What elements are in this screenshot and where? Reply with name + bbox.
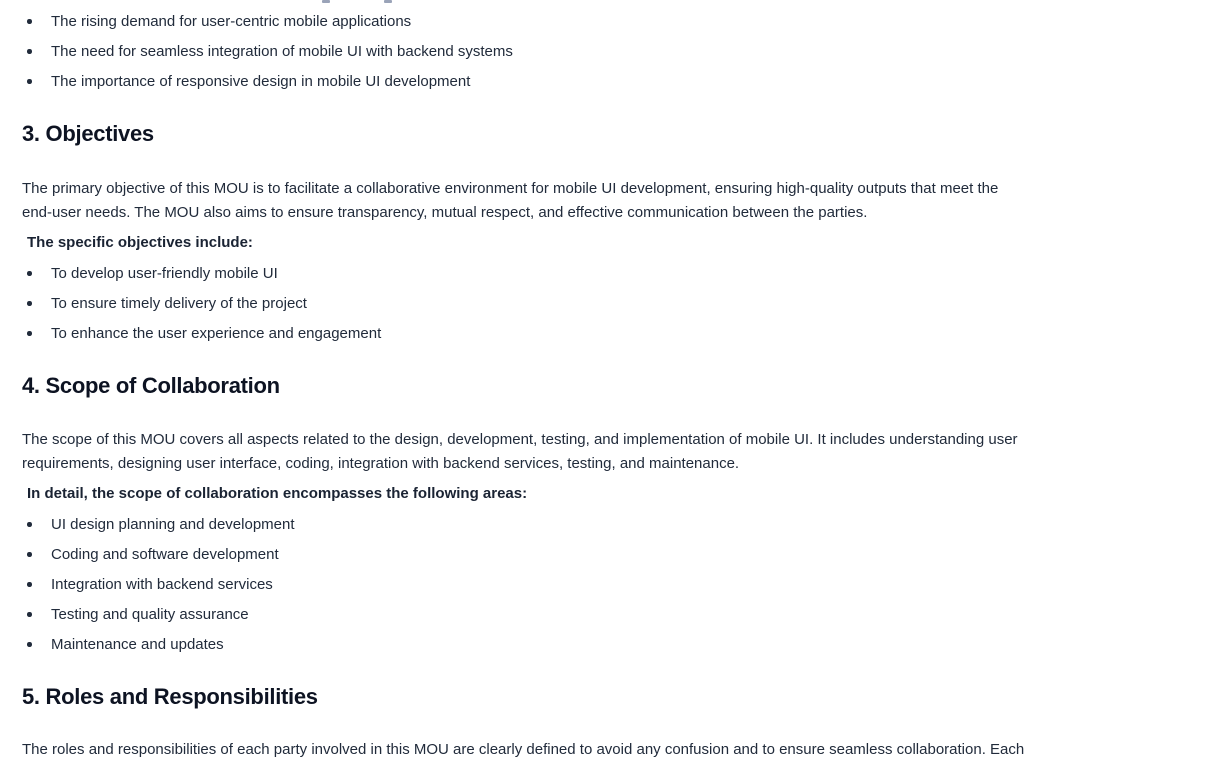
bullet-icon — [27, 522, 32, 527]
objectives-paragraph — [22, 177, 1191, 225]
list-item — [22, 288, 1191, 318]
scope-bullet-list — [22, 509, 1191, 659]
list-item-label: Coding and software development — [51, 545, 279, 563]
list-item-label: To develop user-friendly mobile UI — [51, 264, 278, 282]
list-item — [22, 318, 1191, 348]
roles-paragraph — [22, 738, 1191, 760]
list-item-label: Maintenance and updates — [51, 635, 224, 653]
bullet-icon — [27, 49, 32, 54]
objectives-subheading: The specific objectives include: — [27, 234, 253, 251]
paragraph-line: The roles and responsibilities of each party involved in this MOU are clearly defined to avoid any confusion and to ensure seamless collaboration. Each — [22, 741, 1025, 758]
list-item — [22, 6, 1191, 36]
list-item — [22, 36, 1191, 66]
section-heading-objectives: 3. Objectives — [22, 121, 154, 146]
section-heading-scope: 4. Scope of Collaboration — [22, 373, 280, 398]
bullet-icon — [27, 79, 32, 84]
list-item — [22, 509, 1191, 539]
list-item-label: To ensure timely delivery of the project — [51, 294, 307, 312]
list-item — [22, 629, 1191, 659]
list-item-label: The rising demand for user-centric mobile applications — [51, 12, 412, 30]
scope-paragraph — [22, 428, 1191, 476]
list-item — [22, 258, 1191, 288]
objectives-bullet-list — [22, 258, 1191, 348]
list-item-label: Integration with backend services — [51, 575, 273, 593]
list-item-label: To enhance the user experience and engagement — [51, 324, 382, 342]
paragraph-line: end-user needs. The MOU also aims to ensure transparency, mutual respect, and effective communication between the parties. — [22, 204, 868, 221]
intro-bullet-list — [22, 6, 1191, 96]
list-item — [22, 569, 1191, 599]
clipped-line-remnant — [384, 0, 392, 3]
bullet-icon — [27, 582, 32, 587]
paragraph-line: The primary objective of this MOU is to facilitate a collaborative environment for mobile UI development, ensuring high-quality outputs that meet the — [22, 180, 999, 197]
list-item — [22, 599, 1191, 629]
list-item — [22, 539, 1191, 569]
bullet-icon — [27, 301, 32, 306]
list-item-label: The importance of responsive design in mobile UI development — [51, 72, 471, 90]
bullet-icon — [27, 331, 32, 336]
scope-subheading: In detail, the scope of collaboration encompasses the following areas: — [27, 485, 528, 502]
paragraph-line: requirements, designing user interface, coding, integration with backend services, testing, and maintenance. — [22, 455, 740, 472]
section-heading-roles: 5. Roles and Responsibilities — [22, 684, 318, 709]
list-item-label: The need for seamless integration of mobile UI with backend systems — [51, 42, 513, 60]
bullet-icon — [27, 612, 32, 617]
paragraph-line: The scope of this MOU covers all aspects related to the design, development, testing, and implementation of mobile UI. It includes understanding user — [22, 431, 1018, 448]
bullet-icon — [27, 271, 32, 276]
bullet-icon — [27, 19, 32, 24]
bullet-icon — [27, 642, 32, 647]
list-item — [22, 66, 1191, 96]
clipped-line-remnant — [322, 0, 330, 3]
list-item-label: Testing and quality assurance — [51, 605, 249, 623]
list-item-label: UI design planning and development — [51, 515, 295, 533]
bullet-icon — [27, 552, 32, 557]
